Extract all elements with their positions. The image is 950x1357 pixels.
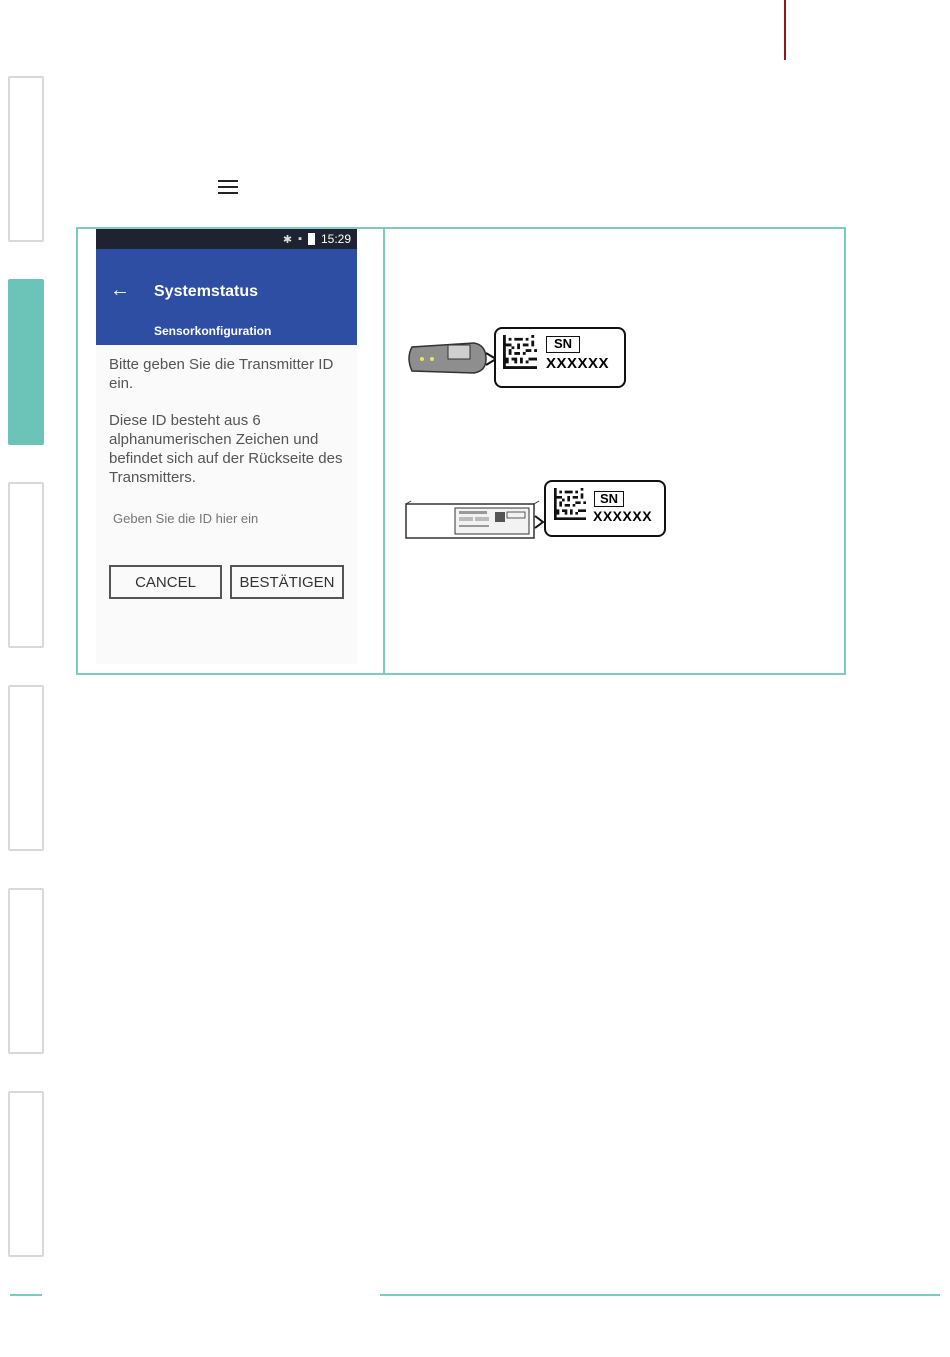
bluetooth-icon: ✱ bbox=[282, 233, 293, 246]
signal-icon: ▪ bbox=[298, 233, 302, 245]
app-subtitle: Sensorkonfiguration bbox=[154, 324, 272, 338]
package-label-bubble bbox=[544, 480, 666, 537]
cancel-button[interactable]: CANCEL bbox=[109, 565, 222, 599]
footer-line-right bbox=[380, 1294, 940, 1296]
side-tab-2-active[interactable] bbox=[8, 279, 44, 445]
battery-icon bbox=[308, 233, 315, 245]
footer-line-left bbox=[10, 1294, 42, 1296]
transmitter-id-input[interactable] bbox=[109, 511, 313, 526]
datamatrix-code-icon bbox=[553, 488, 587, 520]
transmitter-label-bubble bbox=[494, 327, 626, 388]
side-tab-3[interactable] bbox=[8, 482, 44, 648]
status-time: 15:29 bbox=[320, 232, 351, 246]
side-tab-5[interactable] bbox=[8, 888, 44, 1054]
side-tab-4[interactable] bbox=[8, 685, 44, 851]
sn-value: XXXXXX bbox=[546, 355, 610, 372]
instruction-text-2: Diese ID besteht aus 6 alphanumerischen Zeichen und befindet sich auf der Rückseite des Transmitters. bbox=[109, 412, 343, 486]
status-bar bbox=[96, 229, 357, 249]
app-title: Systemstatus bbox=[154, 283, 259, 300]
sn-value: XXXXXX bbox=[593, 508, 653, 524]
back-arrow-icon[interactable]: ← bbox=[110, 279, 130, 301]
app-bar bbox=[96, 249, 357, 345]
content-area bbox=[96, 345, 357, 538]
sn-label: SN bbox=[546, 336, 580, 353]
package-box-icon bbox=[405, 500, 545, 540]
package-illustration bbox=[405, 478, 667, 543]
instruction-text-1: Bitte geben Sie die Transmitter ID ein. bbox=[109, 356, 334, 392]
transmitter-device-icon bbox=[404, 333, 499, 383]
frame-divider bbox=[383, 227, 385, 673]
confirm-button[interactable]: BESTÄTIGEN bbox=[230, 565, 344, 599]
side-tab-1[interactable] bbox=[8, 76, 44, 242]
page-edge-line bbox=[784, 0, 786, 60]
hamburger-menu-icon bbox=[218, 180, 238, 194]
button-row bbox=[109, 565, 344, 599]
side-tab-6[interactable] bbox=[8, 1091, 44, 1257]
phone-screen bbox=[96, 229, 357, 664]
sn-label: SN bbox=[594, 491, 624, 507]
transmitter-illustration bbox=[404, 325, 629, 390]
datamatrix-code-icon bbox=[502, 335, 538, 369]
